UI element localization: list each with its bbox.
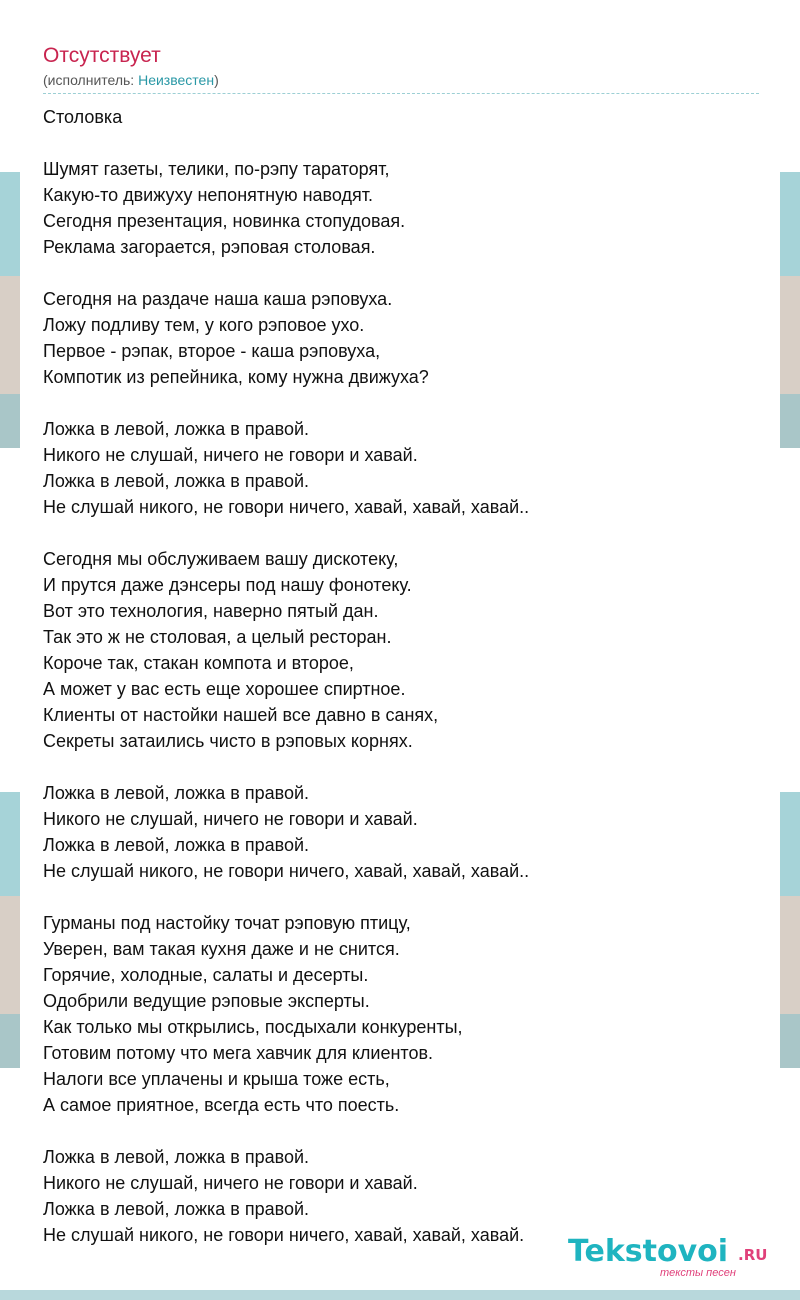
lyrics-sheet [20, 0, 780, 1290]
stanza [43, 1144, 759, 1248]
lyric-line: Как только мы открылись, посдыхали конкуренты, [43, 1017, 463, 1037]
lyric-line: Первое - рэпак, второе - каша рэповуха, [43, 341, 381, 361]
lyric-line: Готовим потому что мега хавчик для клиентов. [43, 1043, 434, 1063]
logo-brand: Tekstovoi [568, 1234, 729, 1269]
lyric-line: А самое приятное, всегда есть что поесть. [43, 1095, 400, 1115]
lyric-line: Ложка в левой, ложка в правой. [43, 1199, 310, 1219]
lyric-line: Клиенты от настойки нашей все давно в санях, [43, 705, 439, 725]
lyric-line: Уверен, вам такая кухня даже и не снится. [43, 939, 400, 959]
stanza [43, 286, 759, 390]
title-divider [43, 93, 759, 94]
lyric-line: А может у вас есть еще хорошее спиртное. [43, 679, 406, 699]
lyric-line: И прутся даже дэнсеры под нашу фонотеку. [43, 575, 412, 595]
lyric-line: Сегодня на раздаче наша каша рэповуха. [43, 289, 393, 309]
stanza [43, 546, 759, 754]
lyric-line: Ложка в левой, ложка в правой. [43, 1147, 310, 1167]
stanza [43, 416, 759, 520]
lyric-line: Ложка в левой, ложка в правой. [43, 471, 310, 491]
lyric-line: Одобрили ведущие рэповые эксперты. [43, 991, 370, 1011]
lyric-line: Сегодня мы обслуживаем вашу дискотеку, [43, 549, 399, 569]
lyric-line: Реклама загорается, рэповая столовая. [43, 237, 376, 257]
lyric-line: Никого не слушай, ничего не говори и хавай. [43, 445, 418, 465]
lyric-line: Какую-то движуху непонятную наводят. [43, 185, 373, 205]
lyrics-heading: Столовка [43, 107, 123, 127]
artist-line [43, 72, 219, 88]
page-bottom-border [0, 1290, 800, 1300]
artist-prefix: (исполнитель: [43, 72, 139, 88]
lyric-line: Налоги все уплачены и крыша тоже есть, [43, 1069, 390, 1089]
lyric-line: Ложка в левой, ложка в правой. [43, 419, 310, 439]
lyric-line: Короче так, стакан компота и второе, [43, 653, 354, 673]
lyric-line: Компотик из репейника, кому нужна движуха? [43, 367, 429, 387]
lyric-line: Ложу подливу тем, у кого рэповое ухо. [43, 315, 365, 335]
lyric-line: Никого не слушай, ничего не говори и хавай. [43, 809, 418, 829]
site-logo [568, 1234, 778, 1284]
lyric-line: Не слушай никого, не говори ничего, хавай, хавай, хавай.. [43, 861, 530, 881]
lyric-line: Сегодня презентация, новинка стопудовая. [43, 211, 406, 231]
lyric-line: Никого не слушай, ничего не говори и хавай. [43, 1173, 418, 1193]
logo-tagline: тексты песен [660, 1267, 736, 1279]
lyric-line: Не слушай никого, не говори ничего, хавай, хавай, хавай. [43, 1225, 525, 1245]
lyric-line: Вот это технология, наверно пятый дан. [43, 601, 379, 621]
lyric-line: Секреты затаились чисто в рэповых корнях. [43, 731, 413, 751]
lyric-line: Так это ж не столовая, а целый ресторан. [43, 627, 392, 647]
song-title: Отсутствует [43, 44, 161, 67]
stanza [43, 780, 759, 884]
stanza [43, 156, 759, 260]
lyric-line: Ложка в левой, ложка в правой. [43, 783, 310, 803]
logo-domain: .RU [738, 1246, 768, 1264]
lyric-line: Гурманы под настойку точат рэповую птицу, [43, 913, 411, 933]
lyrics-body [43, 104, 759, 1274]
artist-suffix: ) [214, 72, 219, 88]
stanza [43, 910, 759, 1118]
lyric-line: Горячие, холодные, салаты и десерты. [43, 965, 369, 985]
lyric-line: Шумят газеты, телики, по-рэпу тараторят, [43, 159, 390, 179]
artist-link[interactable]: Неизвестен [138, 72, 215, 88]
lyric-line: Не слушай никого, не говори ничего, хавай, хавай, хавай.. [43, 497, 530, 517]
lyric-line: Ложка в левой, ложка в правой. [43, 835, 310, 855]
